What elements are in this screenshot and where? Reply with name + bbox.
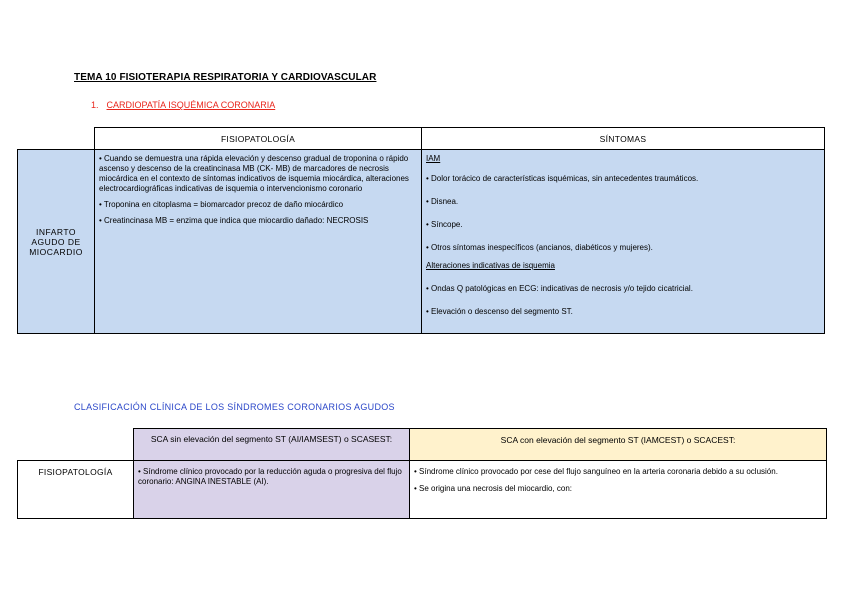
header-sintomas: SÍNTOMAS: [422, 128, 825, 150]
row-label-infarto: INFARTO AGUDO DE MIOCARDIO: [18, 150, 95, 334]
cell-fisiopatologia: [95, 150, 422, 334]
sintoma-item: • Síncope.: [426, 220, 463, 229]
sintomas-heading-alteraciones: Alteraciones indicativas de isquemia: [426, 261, 555, 270]
cell-scasest-fisio: • Síndrome clínico provocado por la reducción aguda o progresiva del flujo coronario: ANGINA INESTABLE (AI).: [134, 461, 410, 519]
cell-scacest-fisio: [410, 461, 827, 519]
sintoma-item: • Ondas Q patológicas en ECG: indicativas de necrosis y/o tejido cicatricial.: [426, 284, 693, 293]
section-number: 1.: [91, 100, 99, 110]
scacest-item: • Síndrome clínico provocado por cese del flujo sanguíneo en la arteria coronaria debido a su oclusión.: [414, 467, 778, 476]
sintoma-item: • Dolor torácico de características isquémicas, sin antecedentes traumáticos.: [426, 174, 699, 183]
sintoma-item: • Otros síntomas inespecíficos (ancianos, diabéticos y mujeres).: [426, 243, 653, 252]
header-scasest: SCA sin elevación del segmento ST (AI/IAMSEST) o SCASEST:: [134, 429, 410, 461]
section-heading-clasificacion: CLASIFICACIÓN CLÍNICA DE LOS SÍNDROMES CORONARIOS AGUDOS: [74, 402, 395, 412]
fisio-paragraph: • Cuando se demuestra una rápida elevación y descenso gradual de troponina o rápido ascenso y descenso de la creatincinasa MB (CK- MB) de marcadores de necrosis miocárdica en el contexto de síntomas indicativos de isquemia miocárdica, alteraciones electrocardiográficas indicativas de isquemia o intervencionismo coronario: [99, 154, 409, 193]
header-scacest: SCA con elevación del segmento ST (IAMCEST) o SCACEST:: [410, 429, 827, 461]
header-fisiopatologia: FISIOPATOLOGÍA: [95, 128, 422, 150]
row-label-fisiopatologia: FISIOPATOLOGÍA: [18, 461, 134, 519]
table-infarto: [17, 127, 825, 334]
document-title: TEMA 10 FISIOTERAPIA RESPIRATORIA Y CARDIOVASCULAR: [74, 72, 377, 83]
sintomas-heading-iam: IAM: [426, 154, 441, 163]
cell-sintomas: [422, 150, 825, 334]
table-clasificacion: [17, 428, 827, 519]
table-corner-blank: [18, 128, 95, 150]
sintoma-item: • Elevación o descenso del segmento ST.: [426, 307, 573, 316]
fisio-paragraph: • Troponina en citoplasma = biomarcador precoz de daño miocárdico: [99, 200, 344, 209]
table-corner-blank: [18, 429, 134, 461]
fisio-paragraph: • Creatincinasa MB = enzima que indica que miocardio dañado: NECROSIS: [99, 216, 369, 225]
scacest-item: • Se origina una necrosis del miocardio, con:: [414, 484, 572, 493]
sintoma-item: • Disnea.: [426, 197, 459, 206]
section-heading-cardiopatia: [91, 100, 275, 110]
section-title: CARDIOPATÍA ISQUÉMICA CORONARIA: [106, 100, 276, 110]
